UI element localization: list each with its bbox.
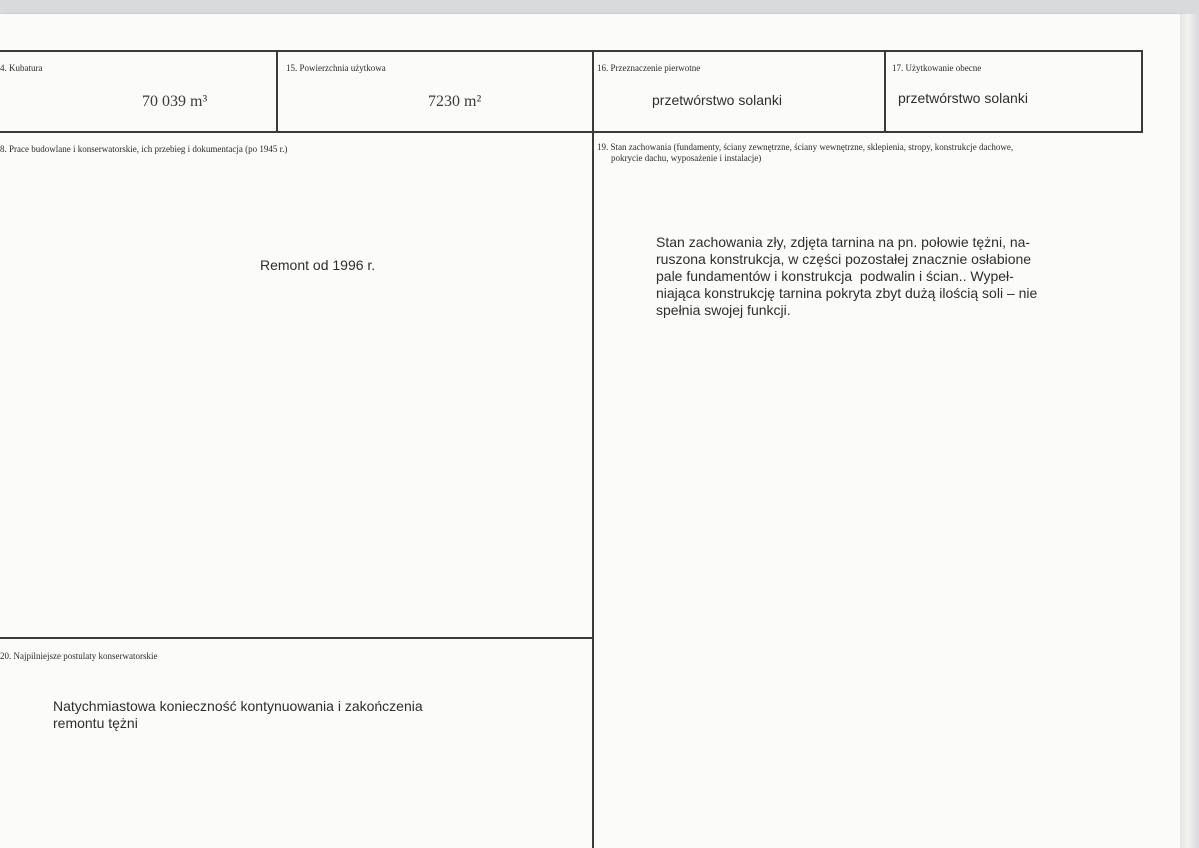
rule-row1-bottom bbox=[0, 131, 1143, 133]
stan-zachowania-line: pale fundamentów i konstrukcja podwalin i ścian.. Wypeł- bbox=[656, 268, 1014, 284]
przeznaczenie-value: przetwórstwo solanki bbox=[652, 92, 782, 108]
stan-zachowania-label-1: 19. Stan zachowania (fundamenty, ściany zewnętrzne, ściany wewnętrzne, sklepienia, stropy, konstrukcje dachowe, bbox=[597, 142, 1014, 152]
kubatura-value: 70 039 m³ bbox=[142, 93, 208, 110]
stan-zachowania-line: spełnia swojej funkcji. bbox=[656, 302, 791, 318]
postulaty-line: Natychmiastowa konieczność kontynuowania i zakończenia bbox=[53, 698, 423, 714]
postulaty-label: 20. Najpilniejsze postulaty konserwatorskie bbox=[0, 651, 158, 661]
prace-budowlane-label: 8. Prace budowlane i konserwatorskie, ich przebieg i dokumentacja (po 1945 r.) bbox=[0, 144, 288, 154]
rule-top bbox=[0, 50, 1143, 52]
rule-col-a bbox=[276, 50, 278, 133]
powierzchnia-label: 15. Powierzchnia użytkowa bbox=[286, 63, 386, 73]
rule-right bbox=[1141, 50, 1143, 133]
stan-zachowania-label-2: pokrycie dachu, wyposażenie i instalacje) bbox=[611, 153, 762, 163]
uzytkowanie-value: przetwórstwo solanki bbox=[898, 90, 1028, 106]
postulaty-line: remontu tężni bbox=[53, 715, 138, 731]
prace-budowlane-value: Remont od 1996 r. bbox=[260, 257, 376, 273]
przeznaczenie-label: 16. Przeznaczenie pierwotne bbox=[597, 63, 701, 73]
powierzchnia-value: 7230 m² bbox=[428, 93, 482, 110]
stan-zachowania-line: ruszona konstrukcja, w części pozostałej znacznie osłabione bbox=[656, 251, 1032, 267]
uzytkowanie-label: 17. Użytkowanie obecne bbox=[892, 63, 982, 73]
kubatura-label: 4. Kubatura bbox=[0, 63, 43, 73]
rule-col-b bbox=[592, 50, 594, 848]
postulaty-text bbox=[53, 698, 423, 732]
stan-zachowania-line: Stan zachowania zły, zdjęta tarnina na pn. połowie tężni, na- bbox=[656, 234, 1031, 250]
stan-zachowania-line: niająca konstrukcję tarnina pokryta zbyt dużą ilością soli – nie bbox=[656, 285, 1038, 301]
stan-zachowania-text bbox=[656, 234, 1037, 319]
rule-f18-bottom bbox=[0, 637, 594, 639]
paper-edge bbox=[1180, 14, 1199, 848]
rule-col-c bbox=[884, 50, 886, 133]
